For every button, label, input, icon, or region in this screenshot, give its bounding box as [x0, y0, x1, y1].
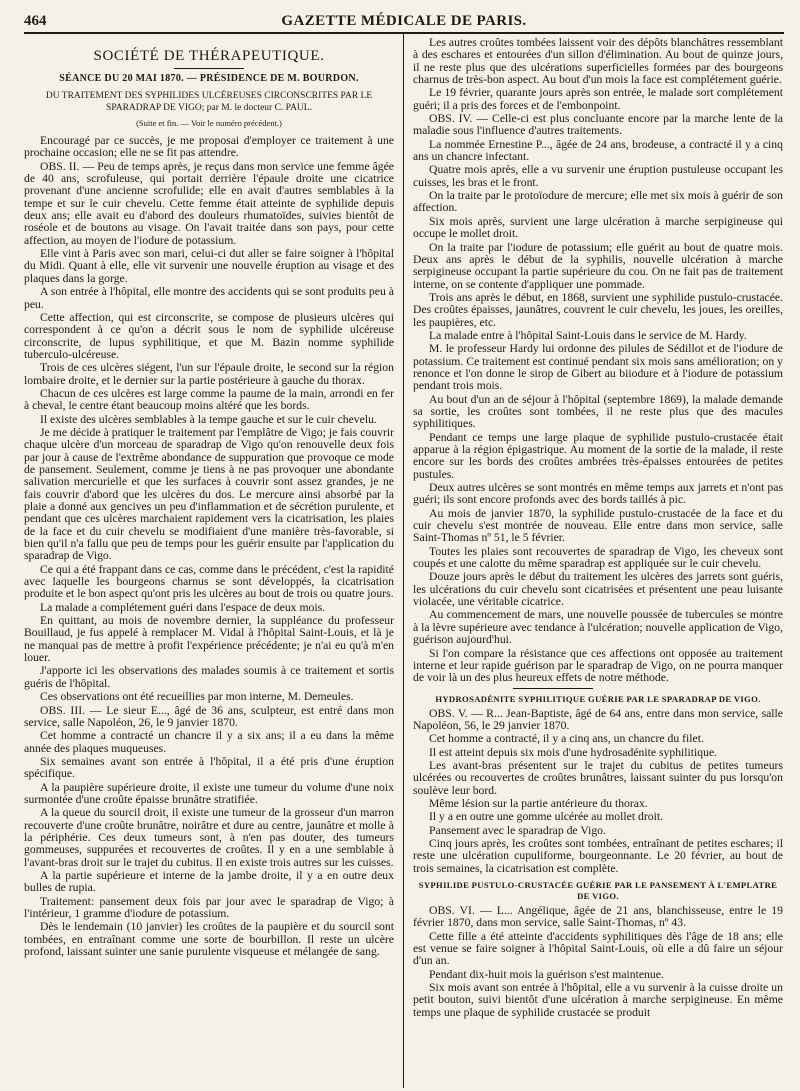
paragraph: Trois ans après le début, en 1868, survient une syphilide pustulo-crustacée. Des croûtes épaisses, jaunâtres, couvrent le cuir chevelu, les joues, les oreilles, les paupières, etc.: [413, 290, 783, 329]
article-columns: [24, 34, 784, 1088]
paragraph: A la paupière supérieure droite, il existe une tumeur du volume d'une noix surmontée d'une croûte épaisse brunâtre stratifiée.: [24, 780, 394, 806]
article-title: DU TRAITEMENT DES SYPHILIDES ULCÉREUSES CIRCONSCRITES PAR LE SPARADRAP DE VIGO; par M. le docteur C. PAUL.: [45, 90, 373, 113]
left-paragraphs: [24, 135, 394, 958]
paragraph: Deux autres ulcères se sont montrés en même temps aux jarrets et n'ont pas guéri; ils sont encore profonds avec des bords taillés à pic.: [413, 481, 783, 507]
paragraph: On la traite par l'iodure de potassium; elle guérit au bout de quatre mois. Deux ans après le début de la syphilis, nouvelle ulcération à marche serpigineuse occupant la partie supérieure du cou. On ne fait pas de traitement interne, on se contente d'appliquer une pommade.: [413, 240, 783, 291]
paragraph: Ce qui a été frappant dans ce cas, comme dans le précédent, c'est la rapidité avec laquelle les bourgeons charnus se sont développés, la cicatrisation produite et le bon aspect qu'ont pris les ulcères au bout de trois ou quatre jours.: [24, 562, 394, 601]
section-divider: [174, 68, 244, 69]
paragraph: OBS. V. — R... Jean-Baptiste, âgé de 64 ans, entre dans mon service, salle Napoléon, 56, le 29 janvier 1870.: [413, 706, 783, 732]
paragraph: La malade a complétement guéri dans l'espace de deux mois.: [40, 600, 326, 614]
session-line: SÉANCE DU 20 MAI 1870. — PRÉSIDENCE DE M. BOURDON.: [59, 73, 359, 85]
paragraph: Au commencement de mars, une nouvelle poussée de tubercules se montre à la lèvre supérieure avec tendance à l'ulcération; nouvelle application de Vigo, guérison aujourd'hui.: [413, 608, 783, 647]
paragraph: Six mois après, survient une large ulcération à marche serpigineuse qui occupe le mollet droit.: [413, 214, 783, 241]
paragraph: Si l'on compare la résistance que ces affections ont opposée au traitement interne et leur rapide guérison par le sparadrap de Vigo, on ne pourra manquer de voir là un des plus heureux effets de notre méthode.: [413, 646, 783, 685]
paragraph: Il existe des ulcères semblables à la tempe gauche et sur le cuir chevelu.: [40, 412, 377, 426]
paragraph: Cinq jours après, les croûtes sont tombées, entraînant de petites eschares; il reste une ulcération cupuliforme, bourgeonnante. Le 20 février, au bout de trois semaines, la cicatrisation est complète.: [413, 836, 783, 875]
paragraph: A son entrée à l'hôpital, elle montre des accidents qui se sont produits peu à peu.: [24, 285, 394, 311]
right-paragraphs-c: [413, 905, 783, 1019]
paragraph: Ces observations ont été recueillies par mon interne, M. Demeules.: [40, 690, 354, 704]
paragraph: M. le professeur Hardy lui ordonne des pilules de Sédillot et de l'iodure de potassium. Ce traitement est continué pendant six mois sans amélioration; on y renonce et l'on donne le sirop de Gibert au biiodure et à l'iodure de potassium pendant trois mois.: [413, 342, 783, 393]
paragraph: On la traite par le protoïodure de mercure; elle met six mois à guérir de son affection.: [413, 189, 783, 215]
paragraph: Cette affection, qui est circonscrite, se compose de plusieurs ulcères qui correspondent à ce qu'on a décrit sous le nom de syphilide ulcéreuse circonscrite, de lupus syphilitique, et que M. Bazin nomme syphilide tuberculo-ulcéreuse.: [24, 310, 394, 361]
paragraph: Même lésion sur la partie antérieure du thorax.: [429, 796, 648, 810]
paragraph: Six mois avant son entrée à l'hôpital, elle a vu survenir à la cuisse droite un petit bouton, suivi bientôt d'une ulcération à marche serpigineuse. En même temps une plaque de syphilide crustacée se produit: [413, 981, 783, 1019]
paragraph: Douze jours après le début du traitement les ulcères des jarrets sont guéris, les ulcérations du cuir chevelu sont cicatrisées et présentent une peau luisante violacée, une véritable cicatrice.: [413, 570, 783, 609]
paragraph: OBS. VI. — L... Angélique, âgée de 21 ans, blanchisseuse, entre le 19 février 1870, dans mon service, salle Saint-Thomas, nº 43.: [413, 904, 783, 930]
paragraph: En quittant, au mois de novembre dernier, la suppléance du professeur Bouillaud, je fus appelé à remplacer M. Vidal à l'hôpital Saint-Louis, et là je ne manquai pas de mettre à profit l'expérience précédente; je n'ai eu qu'à m'en louer.: [24, 614, 394, 665]
paragraph: Il y a en outre une gomme ulcérée au mollet droit.: [429, 810, 663, 824]
paragraph: Les autres croûtes tombées laissent voir des dépôts blanchâtres ressemblant à des eschares et entourées d'un sillon d'élimination. Au bout de quinze jours, il ne reste plus que des ulcérations superficielles formées par des bourgeons charnus de très-bon aspect. Au bout d'un mois la face est complétement guérie.: [413, 36, 783, 87]
subhead-syphilide: SYPHILIDE PUSTULO-CRUSTACÉE GUÉRIE PAR LE PANSEMENT À L'EMPLATRE DE VIGO.: [418, 880, 778, 901]
continuation-note: (Suite et fin. — Voir le numéro précédent.): [136, 117, 282, 128]
paragraph: Pendant ce temps une large plaque de syphilide pustulo-crustacée était apparue à la région épigastrique. Au moment de la sortie de la malade, il reste encore sur les bords des croûtes ambrées très-épaisses entourées de petites pustules.: [413, 430, 783, 481]
paragraph: Elle vint à Paris avec son mari, celui-ci dut aller se faire soigner à l'hôpital du Midi. Quant à elle, elle vit survenir une nouvelle éruption au visage et des plaques dans la gorge.: [24, 247, 394, 285]
page-number: 464: [24, 13, 47, 29]
running-head: GAZETTE MÉDICALE DE PARIS.: [281, 13, 527, 29]
paragraph: OBS. II. — Peu de temps après, je reçus dans mon service une femme âgée de 40 ans, scrofuleuse, qui portait derrière l'épaule droite une cicatrice provenant d'une ancienne scrofulide; elle en avait d'autres semblables à la tempe et sur le cuir chevelu. Cette femme était atteinte de syphilide depuis deux ans; elle avait eu d'abord des douleurs rhumatoïdes, suivies bientôt de roséole et de boutons au visage. On l'avait traitée dans son pays, pour cette affection, au moyen de l'iodure de potassium.: [24, 159, 394, 247]
subhead-hydrosadenite: HYDROSADÉNITE SYPHILITIQUE GUÉRIE PAR LE SPARADRAP DE VIGO.: [435, 693, 761, 704]
paragraph: Quatre mois après, elle a vu survenir une éruption pustuleuse occupant les cuisses, les bras et le front.: [413, 163, 783, 189]
paragraph: Toutes les plaies sont recouvertes de sparadrap de Vigo, les cheveux sont coupés et une calotte du même sparadrap est appliquée sur le cuir chevelu.: [413, 544, 783, 571]
paragraph: Au mois de janvier 1870, la syphilide pustulo-crustacée de la face et du cuir chevelu s'est montrée de nouveau. Elle entre dans mon service, salle Saint-Thomas nº 51, le 5 février.: [413, 506, 783, 545]
paragraph: Dès le lendemain (10 janvier) les croûtes de la paupière et du sourcil sont tombées, en entraînant comme une sorte de bourbillon. Il reste un ulcère profond, laissant suinter une sanie purulente visqueuse et mélangée de sang.: [24, 920, 394, 959]
right-paragraphs-b: [413, 708, 783, 875]
paragraph: OBS. IV. — Celle-ci est plus concluante encore par la marche lente de la maladie sous l'influence d'autres traitements.: [413, 112, 783, 138]
paragraph: Il est atteint depuis six mois d'une hydrosadénite syphilitique.: [429, 745, 718, 759]
paragraph: Cette fille a été atteinte d'accidents syphilitiques dès l'âge de 18 ans; elle est venue se faire soigner à l'hôpital Saint-Louis, où elle a dû faire un séjour d'un an.: [413, 929, 783, 968]
page-header: [24, 6, 784, 34]
paragraph: Encouragé par ce succès, je me proposai d'employer ce traitement à une prochaine occasion; elle ne se fit pas attendre.: [24, 134, 394, 160]
paragraph: J'apporte ici les observations des malades soumis à ce traitement et sortis guéris de l'hôpital.: [24, 664, 394, 690]
paragraph: Pendant dix-huit mois la guérison s'est maintenue.: [429, 967, 664, 981]
section-title: SOCIÉTÉ DE THÉRAPEUTIQUE.: [93, 48, 325, 64]
paragraph: La malade entre à l'hôpital Saint-Louis dans le service de M. Hardy.: [429, 328, 747, 342]
paragraph: Cet homme a contracté, il y a cinq ans, un chancre du filet.: [429, 732, 704, 746]
paragraph: Chacun de ces ulcères est large comme la paume de la main, arrondi en fer à cheval, le centre étant beaucoup moins altéré que les bords.: [24, 386, 394, 413]
paragraph: Je me décide à pratiquer le traitement par l'emplâtre de Vigo; je fais couvrir chaque ulcère d'un morceau de sparadrap de Vigo qu'on renouvelle deux fois par jour à cause de l'extrême abondance de suppuration que provoque ce mode de pansement. Seulement, comme je tiens à ne pas provoquer une abondante salivation mercurielle et que les surfaces à couvrir sont assez grandes, je ne fais couvrir d'abord que les ulcères du dos. Le mercure ainsi absorbé par la plaie a donné aux gencives un peu d'inflammation et de sécrétion purulente, et pendant que ces ulcères marchaient rapidement vers la cicatrisation, les plaies de la face et du cuir chevelu se modifiaient d'une manière très-favorable, si bien qu'il n'a fallu que peu de temps pour les guérir ensuite par l'application du sparadrap de Vigo.: [24, 425, 394, 563]
paragraph: Le 19 février, quarante jours après son entrée, le malade sort complétement guéri; il a pris des forces et de l'embonpoint.: [413, 86, 783, 112]
paragraph: Au bout d'un an de séjour à l'hôpital (septembre 1869), la malade demande sa sortie, les croûtes sont tombées, il ne reste plus que des macules syphilitiques.: [413, 392, 783, 431]
paragraph: Pansement avec le sparadrap de Vigo.: [429, 823, 606, 837]
paragraph: Traitement: pansement deux fois par jour avec le sparadrap de Vigo; à l'intérieur, 1 gramme d'iodure de potassium.: [24, 894, 394, 920]
right-paragraphs-a: [413, 37, 783, 685]
right-column: [404, 34, 783, 1088]
paragraph: OBS. III. — Le sieur E..., âgé de 36 ans, sculpteur, est entré dans mon service, salle Napoléon, 26, le 9 janvier 1870.: [24, 703, 394, 729]
paragraph: A la queue du sourcil droit, il existe une tumeur de la grosseur d'un marron recouverte d'une croûte brunâtre, noirâtre et dure au centre, jaunâtre et molle à la périphérie. Ces deux tumeurs sont, à n'en pas douter, des tumeurs gommeuses, suppurées et recouvertes de croûtes. Il y en a une semblable à l'avant-bras droit sur le trajet du cubitus. Il en existe trois autres sur les cuisses.: [24, 806, 394, 869]
paragraph: Les avant-bras présentent sur le trajet du cubitus de petites tumeurs ulcérées ou recouvertes de croûtes brunâtres, laissant suinter du pus lorsqu'on soulève leur bord.: [413, 758, 783, 797]
left-column: [24, 34, 403, 1088]
paragraph: La nommée Ernestine P..., âgée de 24 ans, brodeuse, a contracté il y a cinq ans un chancre infectant.: [413, 137, 783, 164]
paragraph: Six semaines avant son entrée à l'hôpital, il a été pris d'une éruption spécifique.: [24, 754, 394, 781]
paragraph: Trois de ces ulcères siégent, l'un sur l'épaule droite, le second sur la région lombaire droite, et le dernier sur la partie postérieure à gauche du thorax.: [24, 361, 394, 387]
paragraph: A la partie supérieure et interne de la jambe droite, il y a en outre deux bulles de rupia.: [24, 868, 394, 895]
paragraph: Cet homme a contracté un chancre il y a six ans; il a eu dans la même année des plaques muqueuses.: [24, 729, 394, 755]
subhead-divider: [513, 688, 593, 689]
